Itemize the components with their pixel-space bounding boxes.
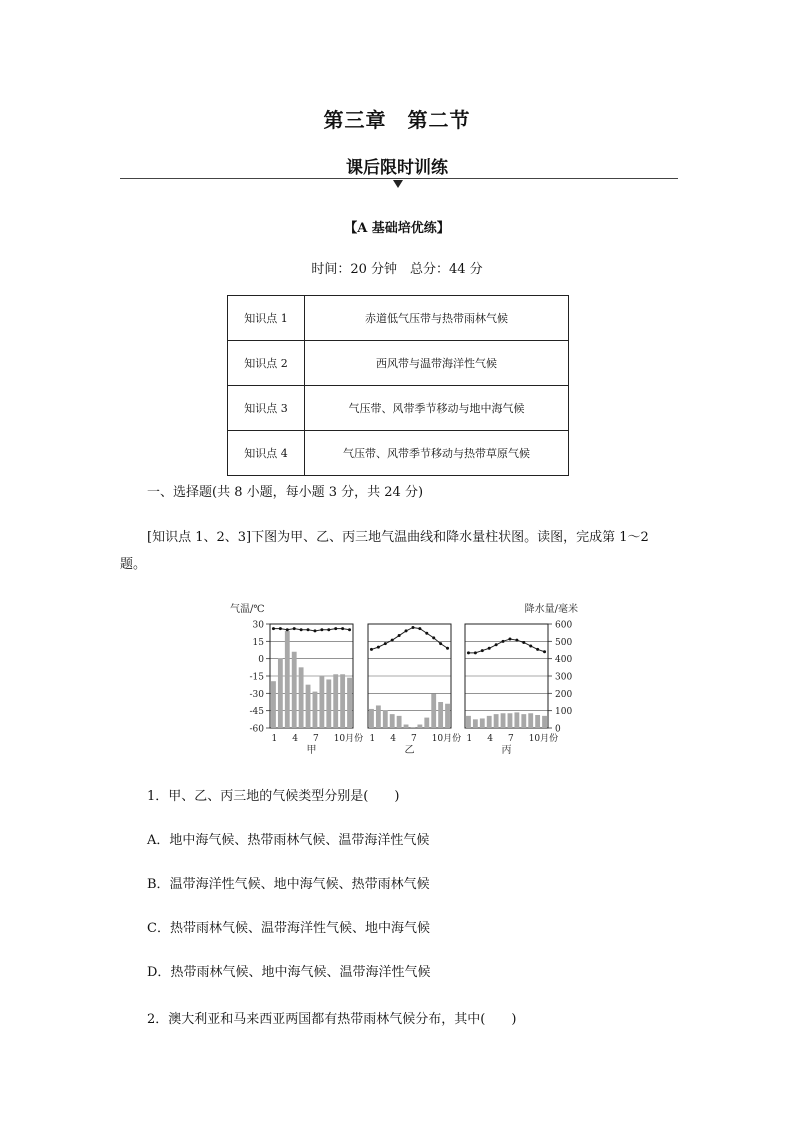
practice-subtitle: 【A 基础培优练】 bbox=[344, 221, 450, 236]
table-row bbox=[228, 431, 569, 476]
temperature-point bbox=[384, 642, 387, 645]
x-tick-label: 1 bbox=[271, 734, 278, 744]
precipitation-bar bbox=[369, 709, 374, 728]
precipitation-bar bbox=[431, 693, 436, 728]
temperature-point bbox=[293, 627, 296, 630]
climate-chart bbox=[230, 598, 580, 758]
knowledge-point-label: 知识点 1 bbox=[228, 296, 305, 341]
time-and-score: 时间：20 分钟 总分：44 分 bbox=[311, 262, 483, 277]
option-d[interactable] bbox=[147, 961, 430, 980]
precipitation-bar bbox=[313, 692, 318, 728]
option-text: 热带雨林气候、地中海气候、温带海洋性气候 bbox=[170, 965, 431, 980]
temperature-point bbox=[300, 628, 303, 631]
x-tick-label: 10月份 bbox=[528, 734, 559, 744]
temperature-point bbox=[495, 643, 498, 646]
temperature-point bbox=[522, 641, 525, 644]
temperature-point bbox=[508, 638, 511, 641]
temperature-point bbox=[405, 629, 408, 632]
chapter-title: 第三章 第二节 bbox=[323, 108, 471, 132]
question-intro-line-1: [知识点 1、2、3]下图为甲、乙、丙三地气温曲线和降水量柱状图。读图，完成第 1～2 bbox=[147, 530, 649, 545]
precipitation-bar bbox=[271, 681, 276, 728]
temperature-point bbox=[474, 651, 477, 654]
precipitation-bar bbox=[333, 674, 338, 728]
temperature-point bbox=[432, 636, 435, 639]
precipitation-bar bbox=[292, 652, 297, 728]
y-left-tick-label: -60 bbox=[249, 724, 264, 735]
precipitation-bar bbox=[383, 711, 388, 728]
temperature-point bbox=[529, 644, 532, 647]
temperature-point bbox=[272, 627, 275, 630]
precipitation-bar bbox=[299, 667, 304, 728]
temperature-point bbox=[286, 628, 289, 631]
option-b[interactable] bbox=[147, 873, 430, 892]
question-number: 1． bbox=[147, 789, 169, 804]
precipitation-bar bbox=[285, 631, 290, 728]
option-c[interactable] bbox=[147, 917, 430, 936]
precipitation-bar bbox=[487, 716, 492, 728]
option-letter: A． bbox=[147, 833, 170, 848]
temperature-point bbox=[320, 628, 323, 631]
precipitation-bar bbox=[480, 718, 485, 728]
y-right-tick-label: 500 bbox=[555, 637, 573, 648]
option-a[interactable] bbox=[147, 829, 429, 848]
precipitation-bar bbox=[445, 704, 450, 728]
knowledge-point-topic: 西风带与温带海洋性气候 bbox=[305, 341, 569, 386]
precipitation-bar bbox=[501, 713, 506, 728]
option-text: 温带海洋性气候、地中海气候、热带雨林气候 bbox=[169, 877, 430, 892]
y-right-tick-label: 200 bbox=[555, 689, 573, 700]
temperature-line bbox=[371, 627, 447, 649]
option-letter: C． bbox=[147, 921, 170, 936]
precipitation-bar bbox=[397, 716, 402, 728]
knowledge-point-label: 知识点 4 bbox=[228, 431, 305, 476]
temperature-point bbox=[502, 640, 505, 643]
y-left-tick-label: 0 bbox=[258, 655, 264, 666]
question-number: 2． bbox=[147, 1012, 169, 1027]
temperature-point bbox=[334, 627, 337, 630]
y-right-tick-label: 400 bbox=[555, 655, 573, 666]
option-letter: B． bbox=[147, 877, 170, 892]
y-left-tick-label: -45 bbox=[249, 707, 264, 718]
precipitation-bar bbox=[326, 679, 331, 728]
section-title: 课后限时训练 bbox=[346, 158, 448, 178]
knowledge-point-table bbox=[227, 295, 569, 476]
temperature-line bbox=[273, 629, 349, 631]
temperature-point bbox=[370, 648, 373, 651]
question-1-stem bbox=[147, 785, 399, 804]
precipitation-bar bbox=[278, 659, 283, 728]
title-divider bbox=[120, 178, 678, 179]
y-right-label: 降水量/毫米 bbox=[524, 604, 578, 615]
precipitation-bar bbox=[521, 714, 526, 728]
y-left-label: 气温/℃ bbox=[230, 604, 265, 615]
temperature-point bbox=[307, 628, 310, 631]
option-text: 地中海气候、热带雨林气候、温带海洋性气候 bbox=[169, 833, 430, 848]
panel-name: 甲 bbox=[306, 745, 317, 756]
x-tick-label: 7 bbox=[312, 734, 319, 744]
temperature-point bbox=[488, 647, 491, 650]
temperature-point bbox=[543, 650, 546, 653]
precipitation-bar bbox=[424, 718, 429, 728]
knowledge-point-label: 知识点 3 bbox=[228, 386, 305, 431]
precipitation-bar bbox=[514, 712, 519, 728]
temperature-point bbox=[425, 632, 428, 635]
y-right-tick-label: 300 bbox=[555, 672, 573, 683]
question-text: 甲、乙、丙三地的气候类型分别是( ) bbox=[168, 789, 400, 804]
table-row bbox=[228, 341, 569, 386]
temperature-point bbox=[341, 627, 344, 630]
x-tick-label: 7 bbox=[410, 734, 417, 744]
temperature-point bbox=[279, 627, 282, 630]
temperature-point bbox=[481, 649, 484, 652]
precipitation-bar bbox=[438, 702, 443, 728]
x-tick-label: 4 bbox=[292, 734, 298, 744]
question-2-stem bbox=[147, 1008, 516, 1027]
temperature-point bbox=[536, 648, 539, 651]
precipitation-bar bbox=[306, 685, 311, 728]
option-text: 热带雨林气候、温带海洋性气候、地中海气候 bbox=[169, 921, 430, 936]
panel-name: 乙 bbox=[404, 745, 415, 756]
question-intro-line-2: 题。 bbox=[120, 557, 147, 572]
knowledge-point-label: 知识点 2 bbox=[228, 341, 305, 386]
temperature-point bbox=[418, 627, 421, 630]
precipitation-bar bbox=[390, 714, 395, 728]
temperature-point bbox=[391, 639, 394, 642]
temperature-point bbox=[467, 651, 470, 654]
x-tick-label: 1 bbox=[369, 734, 376, 744]
precipitation-bar bbox=[411, 727, 416, 728]
y-right-tick-label: 600 bbox=[555, 620, 573, 631]
divider-arrow-icon bbox=[393, 180, 403, 188]
precipitation-bar bbox=[535, 715, 540, 728]
y-left-tick-label: 15 bbox=[252, 637, 264, 648]
knowledge-point-topic: 气压带、风带季节移动与地中海气候 bbox=[305, 386, 569, 431]
table-row bbox=[228, 386, 569, 431]
temperature-point bbox=[411, 626, 414, 629]
x-tick-label: 7 bbox=[507, 734, 514, 744]
precipitation-bar bbox=[494, 714, 499, 728]
precipitation-bar bbox=[376, 705, 381, 728]
knowledge-point-topic: 赤道低气压带与热带雨林气候 bbox=[305, 296, 569, 341]
precipitation-bar bbox=[528, 713, 533, 728]
precipitation-bar bbox=[542, 716, 547, 728]
precipitation-bar bbox=[473, 719, 478, 728]
knowledge-point-topic: 气压带、风带季节移动与热带草原气候 bbox=[305, 431, 569, 476]
question-text: 澳大利亚和马来西亚两国都有热带雨林气候分布，其中( ) bbox=[168, 1012, 517, 1027]
temperature-point bbox=[439, 642, 442, 645]
temperature-point bbox=[446, 647, 449, 650]
temperature-point bbox=[515, 639, 518, 642]
y-left-tick-label: -15 bbox=[249, 672, 264, 683]
precipitation-bar bbox=[404, 725, 409, 728]
precipitation-bar bbox=[508, 713, 513, 728]
option-letter: D． bbox=[147, 965, 171, 980]
x-tick-label: 4 bbox=[487, 734, 493, 744]
x-tick-label: 4 bbox=[390, 734, 396, 744]
x-tick-label: 10月份 bbox=[431, 734, 462, 744]
y-left-tick-label: -30 bbox=[249, 689, 264, 700]
precipitation-bar bbox=[417, 725, 422, 728]
temperature-point bbox=[313, 629, 316, 632]
x-tick-label: 10月份 bbox=[333, 734, 364, 744]
table-row bbox=[228, 296, 569, 341]
temperature-point bbox=[327, 628, 330, 631]
temperature-point bbox=[348, 628, 351, 631]
precipitation-bar bbox=[347, 678, 352, 728]
y-right-tick-label: 100 bbox=[555, 707, 573, 718]
precipitation-bar bbox=[340, 674, 345, 728]
precipitation-bar bbox=[319, 676, 324, 728]
panel-name: 丙 bbox=[501, 745, 512, 756]
y-right-tick-label: 0 bbox=[555, 724, 561, 735]
section-heading: 一、选择题(共 8 小题，每小题 3 分，共 24 分) bbox=[147, 485, 424, 500]
x-tick-label: 1 bbox=[466, 734, 473, 744]
y-left-tick-label: 30 bbox=[252, 620, 264, 631]
temperature-point bbox=[377, 646, 380, 649]
temperature-point bbox=[398, 634, 401, 637]
precipitation-bar bbox=[466, 716, 471, 728]
